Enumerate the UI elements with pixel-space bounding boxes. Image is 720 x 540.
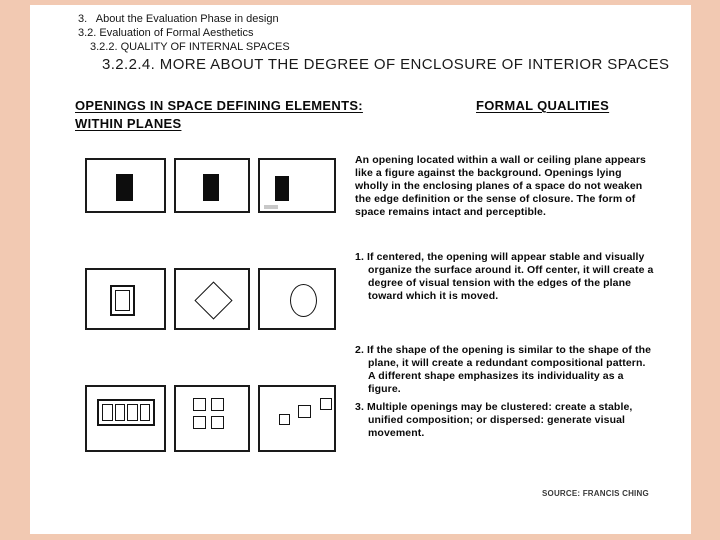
square-opening xyxy=(298,405,311,418)
diagram-dispersed-openings xyxy=(258,385,336,452)
breadcrumb-level-2: 3.2. Evaluation of Formal Aesthetics xyxy=(78,27,254,39)
filled-opening xyxy=(203,174,219,201)
diagram-grid-openings xyxy=(174,385,250,452)
window-pane xyxy=(127,404,138,421)
diagram-diamond-opening xyxy=(174,268,250,330)
square-opening xyxy=(279,414,290,425)
breadcrumb-level-1: 3. About the Evaluation Phase in design xyxy=(78,13,279,25)
square-opening xyxy=(211,398,224,411)
window-outline xyxy=(110,285,135,316)
ching-figure xyxy=(30,5,691,534)
square-opening xyxy=(211,416,224,429)
diagram-clustered-window-band xyxy=(85,385,166,452)
source-credit: SOURCE: FRANCIS CHING xyxy=(542,489,649,498)
figure-heading-right: FORMAL QUALITIES xyxy=(476,98,610,113)
filled-opening xyxy=(275,176,289,201)
diagram-plane-solid-opening-2 xyxy=(174,158,250,213)
window-pane xyxy=(102,404,113,421)
filled-opening xyxy=(116,174,133,201)
window-pane xyxy=(115,404,126,421)
diagram-rectangular-opening xyxy=(85,268,166,330)
square-opening xyxy=(193,398,206,411)
scan-artifact xyxy=(264,205,278,209)
formal-qualities-point-2: 2. If the shape of the opening is similar to the shape of the plane, it will create a redundant compositional pattern. A different shape emphasizes its individuality as a figure. xyxy=(355,344,652,395)
window-pane xyxy=(140,404,151,421)
diamond-outline xyxy=(194,281,232,319)
formal-qualities-intro: An opening located within a wall or ceiling plane appears like a figure against the background. Openings lying wholly in the enclosing planes of a space do not weaken the edge definition or the sense of closure. The form of space remains intact and perceptible. xyxy=(355,154,646,218)
diagram-plane-solid-opening-1 xyxy=(85,158,166,213)
square-opening xyxy=(193,416,206,429)
ellipse-outline xyxy=(290,284,317,317)
window-band xyxy=(97,399,155,426)
formal-qualities-point-3: 3. Multiple openings may be clustered: create a stable, unified composition; or dispersed: generate visual movement. xyxy=(355,401,633,439)
figure-heading-left-line1: OPENINGS IN SPACE DEFINING ELEMENTS: xyxy=(75,98,363,113)
breadcrumb-level-3: 3.2.2. QUALITY OF INTERNAL SPACES xyxy=(90,41,290,53)
formal-qualities-point-1: 1. If centered, the opening will appear stable and visually organize the surface around it. Off center, it will create a degree of visual tension with the edges of the plane toward which it is moved. xyxy=(355,251,654,302)
square-opening xyxy=(320,398,332,410)
slide xyxy=(30,5,691,534)
diagram-plane-solid-opening-3 xyxy=(258,158,336,213)
figure-heading-left-line2: WITHIN PLANES xyxy=(75,116,182,131)
page-title: 3.2.2.4. MORE ABOUT THE DEGREE OF ENCLOSURE OF INTERIOR SPACES xyxy=(102,56,670,73)
diagram-circular-opening xyxy=(258,268,336,330)
window-inner-frame xyxy=(115,290,130,311)
